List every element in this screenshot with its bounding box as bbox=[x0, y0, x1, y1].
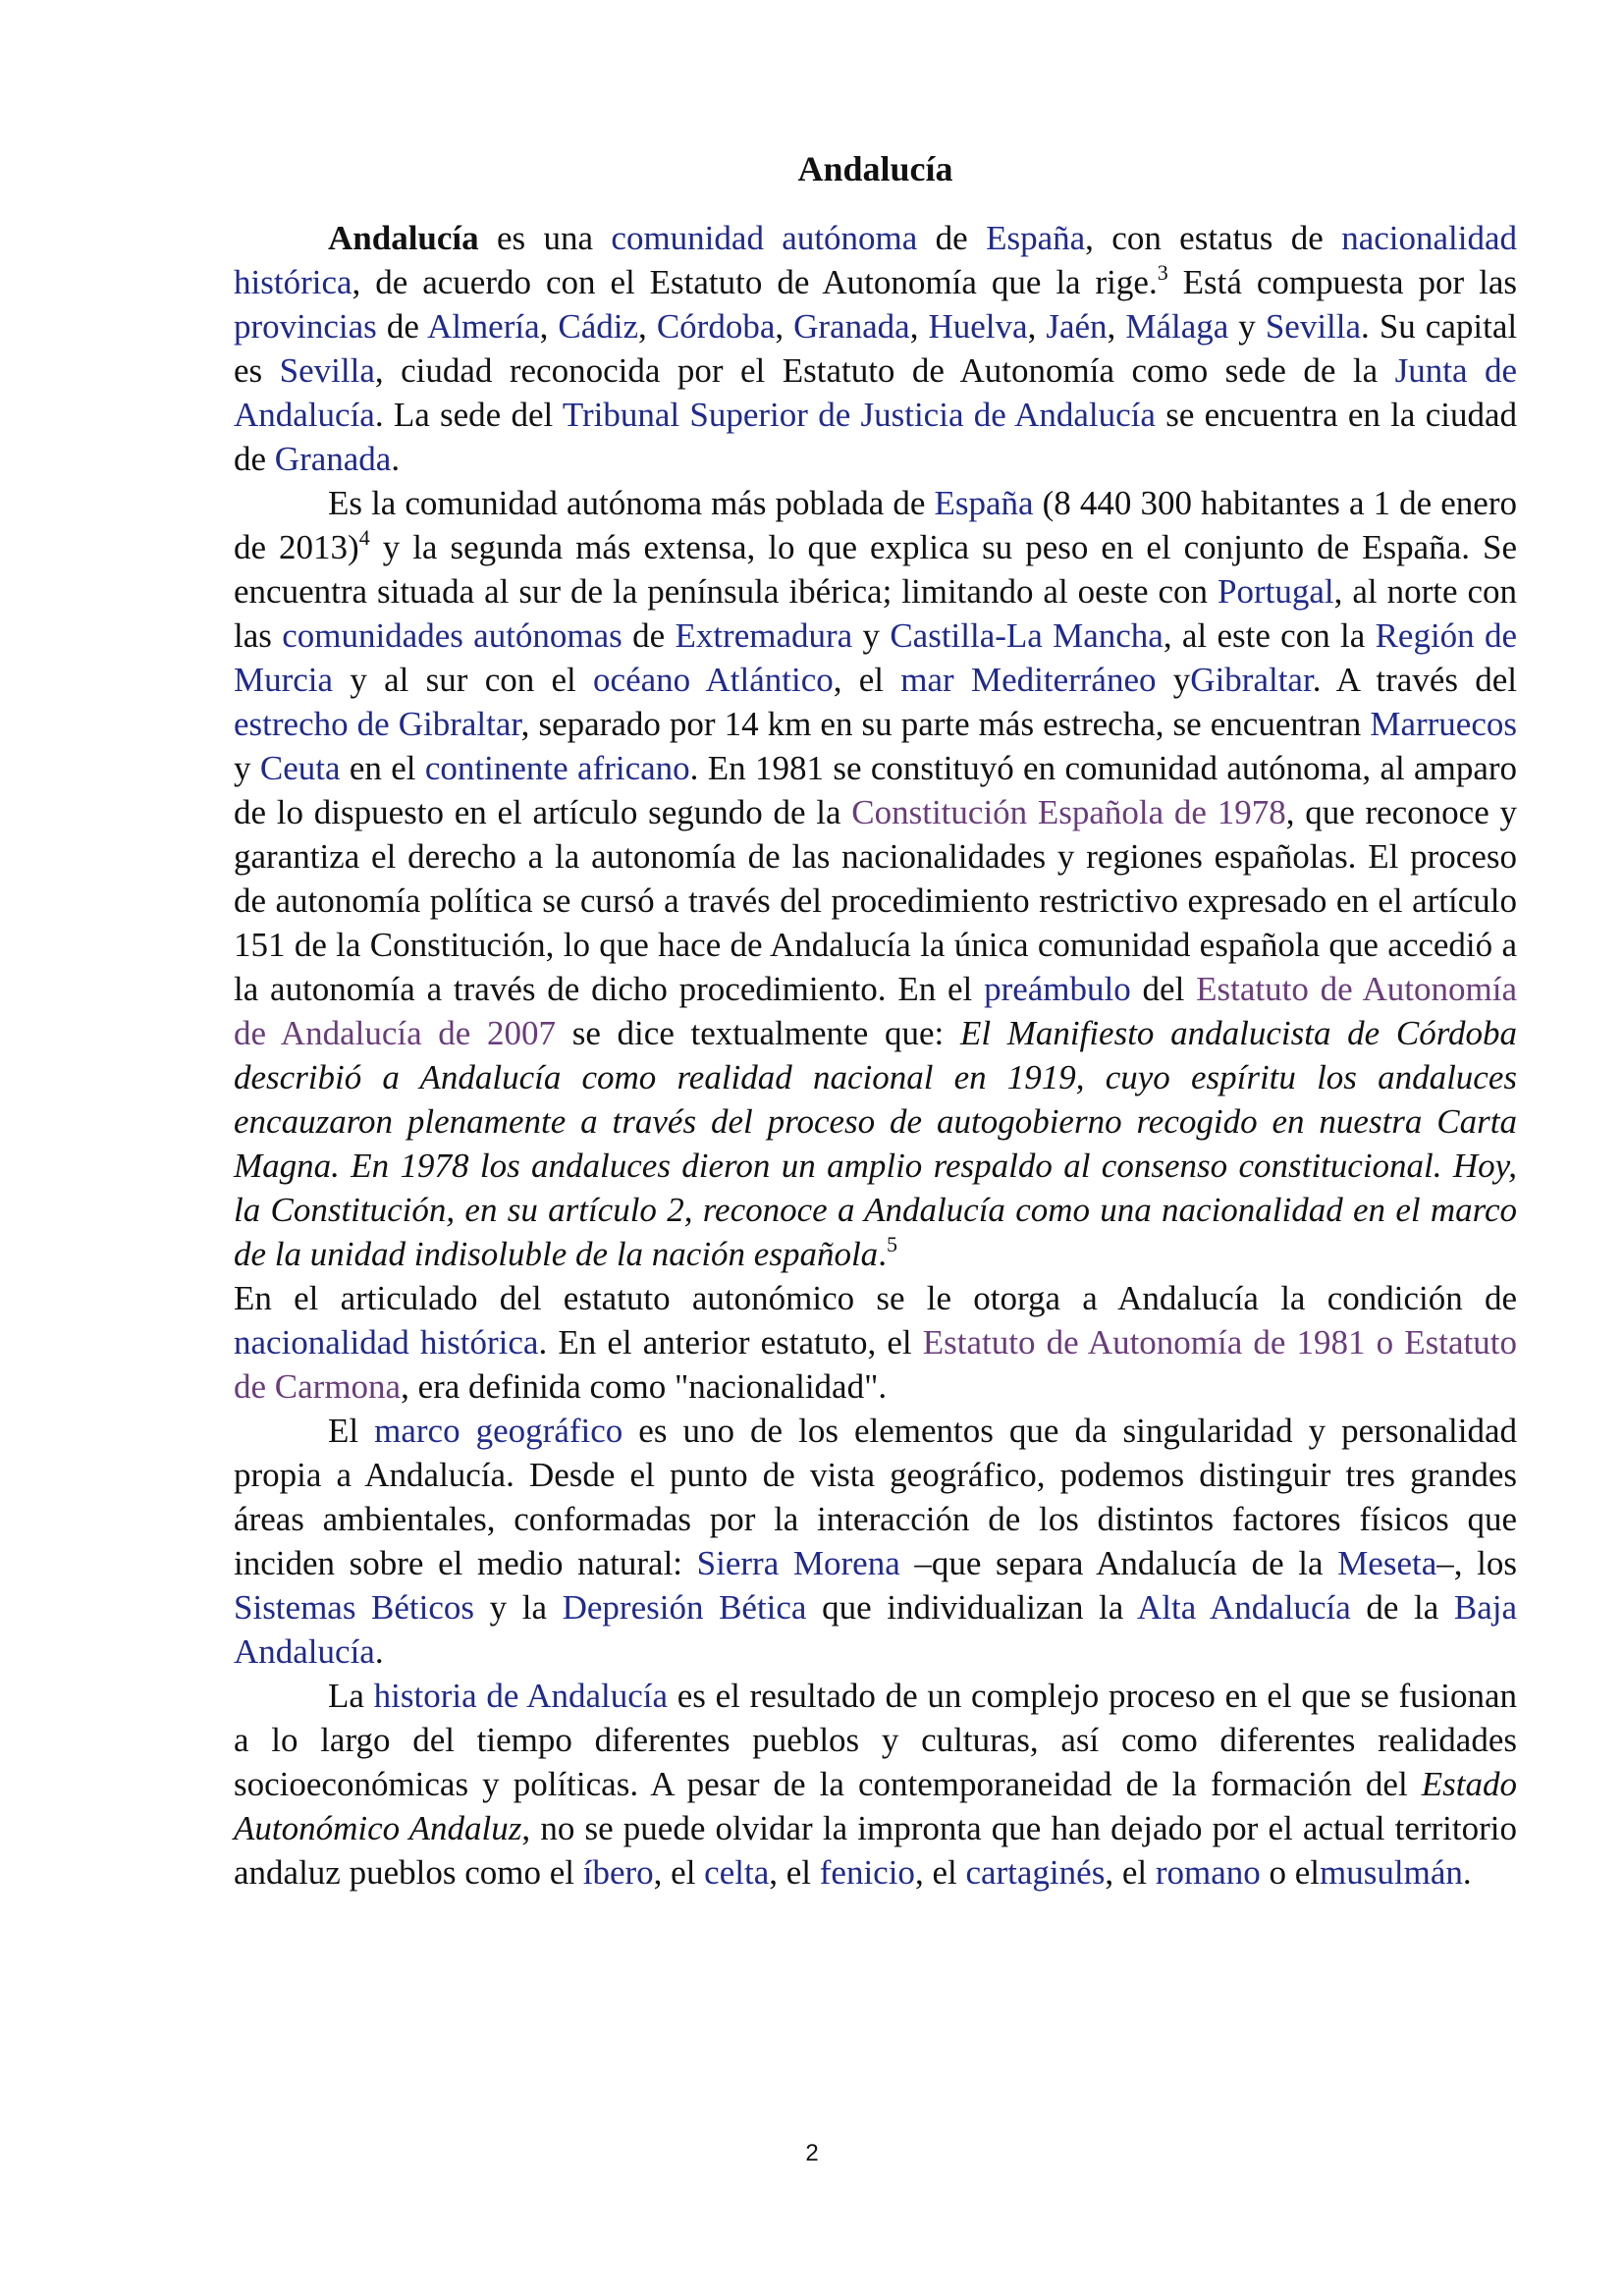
footnote-ref[interactable]: 5 bbox=[886, 1232, 897, 1256]
text: . bbox=[391, 440, 401, 478]
text: , con estatus de bbox=[1085, 219, 1342, 257]
text: . Su capital es bbox=[234, 307, 1518, 390]
text: , de acuerdo con el Estatuto de Autonomía que la rige. bbox=[352, 263, 1158, 301]
link-ceuta[interactable]: Ceuta bbox=[259, 749, 341, 787]
text: y bbox=[234, 749, 260, 787]
link-baja-andalucia[interactable]: Baja Andalucía bbox=[234, 1588, 1518, 1671]
link-meseta[interactable]: Meseta bbox=[1337, 1544, 1437, 1582]
text: , el bbox=[833, 661, 901, 699]
link-castilla-la-mancha[interactable]: Castilla-La Mancha bbox=[890, 616, 1164, 655]
link-gibraltar[interactable]: Gibraltar bbox=[1190, 661, 1313, 699]
text: . bbox=[1462, 1853, 1472, 1892]
link-provincias[interactable]: provincias bbox=[234, 307, 377, 346]
link-sierra-morena[interactable]: Sierra Morena bbox=[696, 1544, 900, 1582]
text: es uno de los elementos que da singularidad y personalidad propia a Andalucía. Desde el punto de vista geográfico, podemos distinguir tres grandes áreas ambientales, conformadas por la interacción de los distintos factores físicos que inciden sobre el medio natural: bbox=[234, 1412, 1517, 1582]
link-continente-africano[interactable]: continente africano bbox=[424, 749, 690, 787]
paragraph-population bbox=[234, 481, 1517, 1276]
text: , bbox=[638, 307, 657, 346]
text: en el bbox=[340, 749, 425, 787]
link-portugal[interactable]: Portugal bbox=[1218, 572, 1334, 611]
text: . En 1981 se constituyó en comunidad autónoma, al amparo de lo dispuesto en el artículo segundo de la bbox=[234, 749, 1518, 831]
text: es una bbox=[478, 219, 612, 257]
link-cadiz[interactable]: Cádiz bbox=[558, 307, 639, 346]
text: , que reconoce y garantiza el derecho a la autonomía de las nacionalidades y regiones españolas. El proceso de autonomía política se cursó a través del procedimiento restrictivo expresado en el artículo 151 de la Constitución, lo que hace de Andalucía la única comunidad española que accedió a la autonomía a través de dicho procedimiento. En el bbox=[234, 793, 1517, 1008]
link-alta-andalucia[interactable]: Alta Andalucía bbox=[1137, 1588, 1351, 1627]
link-granada[interactable]: Granada bbox=[793, 307, 910, 346]
text: , no se puede olvidar la impronta que han dejado por el actual territorio andaluz pueblos como el bbox=[234, 1809, 1517, 1892]
text: , el bbox=[653, 1853, 705, 1892]
text: , bbox=[539, 307, 559, 346]
link-depresion-betica[interactable]: Depresión Bética bbox=[562, 1588, 807, 1627]
link-espana[interactable]: España bbox=[934, 484, 1034, 522]
text: se encuentra en la ciudad de bbox=[234, 396, 1517, 478]
text: . bbox=[878, 1235, 887, 1273]
link-celta[interactable]: celta bbox=[704, 1853, 770, 1892]
paragraph-intro bbox=[234, 216, 1517, 481]
text: , bbox=[1107, 307, 1126, 346]
link-espana[interactable]: España bbox=[986, 219, 1086, 257]
text: es el resultado de un complejo proceso en el que se fusionan a lo largo del tiempo diferentes pueblos y culturas, así como diferentes realidades socioeconómicas y políticas. A pesar de la contemporaneidad de la formación del bbox=[234, 1677, 1517, 1803]
link-estatuto-2007[interactable]: Estatuto de Autonomía de Andalucía de 2007 bbox=[234, 970, 1517, 1052]
text: –, los bbox=[1436, 1544, 1517, 1582]
link-constitucion-1978[interactable]: Constitución Española de 1978 bbox=[851, 793, 1286, 831]
link-region-murcia[interactable]: Región de Murcia bbox=[234, 616, 1518, 699]
text: Está compuesta por las bbox=[1167, 263, 1517, 301]
text: de bbox=[376, 307, 427, 346]
link-cartagines[interactable]: cartaginés bbox=[965, 1853, 1106, 1892]
text: (8 440 300 habitantes a 1 de enero de 2013) bbox=[234, 484, 1517, 566]
text: y la segunda más extensa, lo que explica su peso en el conjunto de España. Se encuentra situada al sur de la península ibérica; limitando al oeste con bbox=[234, 528, 1517, 611]
link-sistemas-beticos[interactable]: Sistemas Béticos bbox=[234, 1588, 475, 1627]
link-comunidades-autonomas[interactable]: comunidades autónomas bbox=[282, 616, 623, 655]
text: y bbox=[1228, 307, 1266, 346]
text: Es la comunidad autónoma más poblada de bbox=[328, 484, 935, 522]
text: , bbox=[775, 307, 794, 346]
link-ibero[interactable]: íbero bbox=[582, 1853, 654, 1892]
text: y al sur con el bbox=[333, 661, 594, 699]
text: , separado por 14 km en su parte más estrecha, se encuentran bbox=[520, 705, 1371, 743]
text: y bbox=[852, 616, 891, 655]
text: , al este con la bbox=[1163, 616, 1376, 655]
link-fenicio[interactable]: fenicio bbox=[819, 1853, 915, 1892]
link-oceano-atlantico[interactable]: océano Atlántico bbox=[593, 661, 834, 699]
link-mar-mediterraneo[interactable]: mar Mediterráneo bbox=[900, 661, 1157, 699]
text: –que separa Andalucía de la bbox=[899, 1544, 1338, 1582]
link-huelva[interactable]: Huelva bbox=[928, 307, 1028, 346]
text: se dice textualmente que: bbox=[556, 1014, 960, 1052]
link-nacionalidad-historica[interactable]: nacionalidad histórica bbox=[234, 219, 1517, 301]
page-title: Andalucía bbox=[797, 149, 953, 188]
link-malaga[interactable]: Málaga bbox=[1125, 307, 1229, 346]
text: . A través del bbox=[1312, 661, 1518, 699]
text: . bbox=[374, 1632, 384, 1671]
text: , el bbox=[769, 1853, 820, 1892]
link-musulman[interactable]: musulmán bbox=[1320, 1853, 1463, 1892]
footnote-ref[interactable]: 3 bbox=[1157, 260, 1168, 285]
text: del bbox=[1130, 970, 1197, 1008]
link-cordoba[interactable]: Córdoba bbox=[656, 307, 776, 346]
page-number: 2 bbox=[805, 2140, 819, 2166]
text: de bbox=[917, 219, 987, 257]
quote-preambulo: El Manifiesto andalucista de Córdoba describió a Andalucía como realidad nacional en 1919, cuyo espíritu los andaluces encauzaron plenamente a través del proceso de autogobierno recogido en nuestra Carta Magna. En 1978 los andaluces dieron un amplio respaldo al consenso constitucional. Hoy, la Constitución, en su artículo 2, reconoce a Andalucía como una nacionalidad en el marco de la unidad indisoluble de la nación española bbox=[234, 1014, 1518, 1273]
text: , ciudad reconocida por el Estatuto de Autonomía como sede de la bbox=[374, 351, 1395, 390]
text: . La sede del bbox=[374, 396, 563, 434]
link-marruecos[interactable]: Marruecos bbox=[1370, 705, 1517, 743]
text: En el articulado del estatuto autonómico se le otorga a Andalucía la condición de bbox=[234, 1279, 1517, 1317]
link-almeria[interactable]: Almería bbox=[426, 307, 540, 346]
link-romano[interactable]: romano bbox=[1155, 1853, 1261, 1892]
text: y bbox=[1156, 661, 1191, 699]
paragraph-historia bbox=[234, 1674, 1517, 1895]
link-granada-city[interactable]: Granada bbox=[274, 440, 392, 478]
text: El bbox=[328, 1412, 375, 1450]
text: y la bbox=[474, 1588, 563, 1627]
text: de bbox=[622, 616, 676, 655]
text: de la bbox=[1350, 1588, 1454, 1627]
link-comunidad-autonoma[interactable]: comunidad autónoma bbox=[611, 219, 918, 257]
link-jaen[interactable]: Jaén bbox=[1046, 307, 1108, 346]
text: que individualizan la bbox=[806, 1588, 1137, 1627]
text: , al norte con las bbox=[234, 572, 1517, 655]
link-marco-geografico[interactable]: marco geográfico bbox=[374, 1412, 623, 1450]
text: . En el anterior estatuto, el bbox=[538, 1323, 923, 1362]
text: , el bbox=[1105, 1853, 1156, 1892]
link-estatuto-1981[interactable]: Estatuto de Autonomía de 1981 o Estatuto de Carmona bbox=[234, 1323, 1517, 1406]
text: , el bbox=[914, 1853, 966, 1892]
link-historia-andalucia[interactable]: historia de Andalucía bbox=[373, 1677, 668, 1715]
bold-term: Andalucía bbox=[328, 219, 479, 257]
link-nacionalidad-historica[interactable]: nacionalidad histórica bbox=[234, 1323, 539, 1362]
link-sevilla[interactable]: Sevilla bbox=[1265, 307, 1362, 346]
link-junta-andalucia[interactable]: Junta de Andalucía bbox=[234, 351, 1518, 434]
link-preambulo[interactable]: preámbulo bbox=[984, 970, 1131, 1008]
link-estrecho-gibraltar[interactable]: estrecho de Gibraltar bbox=[234, 705, 521, 743]
paragraph-articulado bbox=[234, 1276, 1517, 1409]
link-sevilla-capital[interactable]: Sevilla bbox=[279, 351, 375, 390]
text: La bbox=[328, 1677, 374, 1715]
footnote-ref[interactable]: 4 bbox=[358, 525, 370, 550]
text: , bbox=[909, 307, 929, 346]
text: , era definida como "nacionalidad". bbox=[401, 1367, 888, 1406]
text: o el bbox=[1260, 1853, 1321, 1892]
document-page bbox=[234, 147, 1517, 1895]
text: , bbox=[1027, 307, 1047, 346]
paragraph-geografia bbox=[234, 1409, 1517, 1674]
link-tribunal-superior[interactable]: Tribunal Superior de Justicia de Andalucía bbox=[562, 396, 1156, 434]
link-extremadura[interactable]: Extremadura bbox=[675, 616, 853, 655]
italic-term: Estado Autonómico Andaluz bbox=[234, 1765, 1517, 1847]
